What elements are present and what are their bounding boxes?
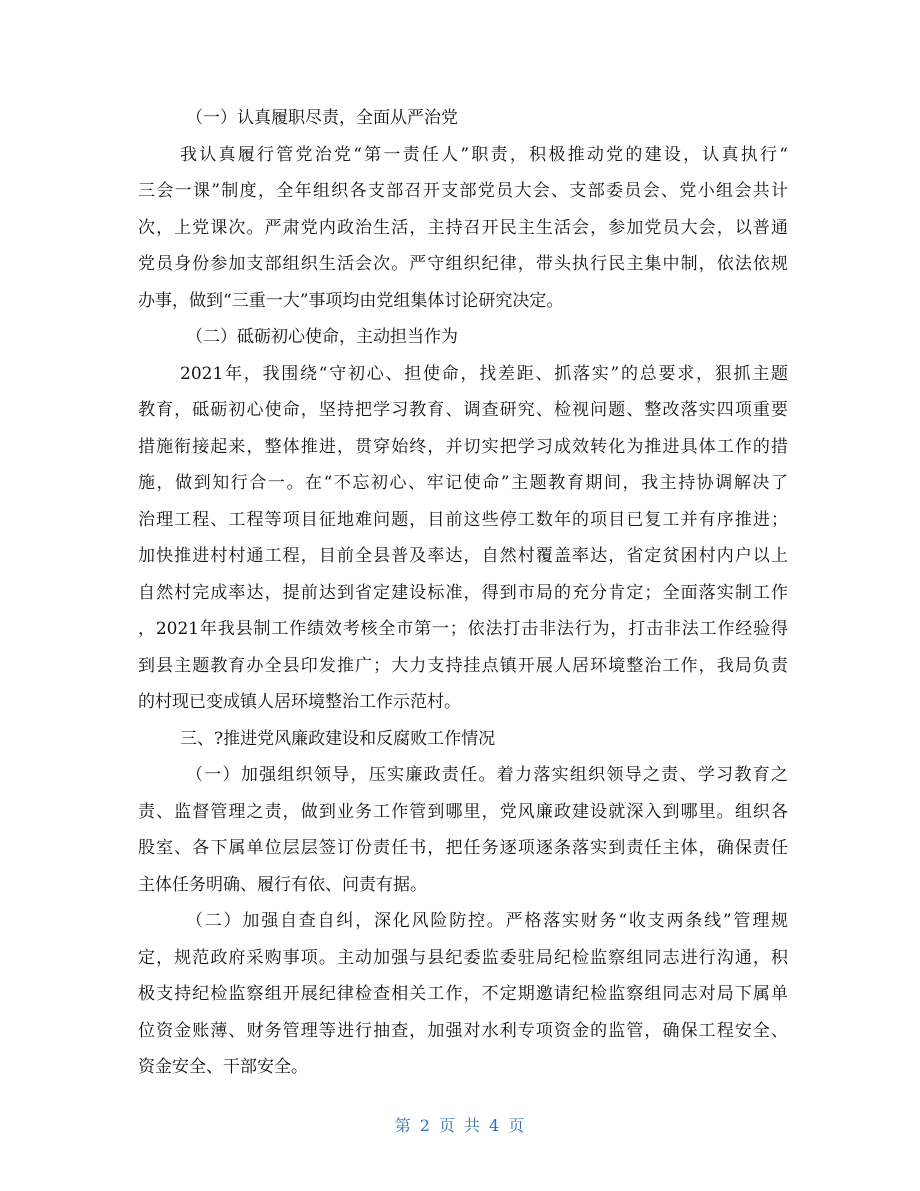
page-footer: [0, 1113, 920, 1136]
paragraph-line: 教育，砥砺初心使命，坚持把学习教育、调查研究、检视问题、整改落实四项重要: [138, 400, 788, 420]
paragraph-line: 责、监督管理之责，做到业务工作管到哪里，党风廉政建设就深入到哪里。组织各: [138, 801, 788, 822]
paragraph-line: 我认真履行管党治党“第一责任人”职责，积极推动党的建设，认真执行“: [180, 144, 788, 165]
section-heading-line: 三、?推进党风廉政建设和反腐败工作情况: [180, 728, 496, 749]
paragraph-line: 三会一课”制度，全年组织各支部召开支部党员大会、支部委员会、党小组会共计: [138, 181, 788, 201]
section-heading-line: （一）加强组织领导，压实廉政责任。着力落实组织领导之责、学习教育之: [186, 765, 788, 785]
document-body: [138, 100, 788, 1086]
paragraph-line: 措施衔接起来，整体推进，贯穿始终，并切实把学习成效转化为推进具体工作的措: [138, 436, 788, 457]
paragraph-line: 办事，做到“三重一大”事项均由党组集体讨论研究决定。: [138, 290, 564, 311]
footer-word-ye-2: 页: [508, 1116, 526, 1135]
footer-current-page: 2: [419, 1116, 431, 1135]
paragraph-line: 加快推进村村通工程，目前全县普及率达，自然村覆盖率达，省定贫困村内户以上: [138, 546, 788, 566]
paragraph-line: 的村现已变成镇人居环境整治工作示范村。: [138, 692, 461, 712]
paragraph-line: ，2021年我县制工作绩效考核全市第一；依法打击非法行为，打击非法工作经验得: [138, 619, 788, 639]
paragraph-line: 自然村完成率达，提前达到省定建设标准，得到市局的充分肯定；全面落实制工作: [138, 582, 788, 603]
paragraph-line: 定，规范政府采购事项。主动加强与县纪委监委驻局纪检监察组同志进行沟通，积: [138, 947, 788, 968]
paragraph-line: 次，上党课次。严肃党内政治生活，主持召开民主生活会，参加党员大会，以普通: [138, 217, 788, 238]
paragraph-line: 主体任务明确、履行有依、问责有据。: [138, 874, 427, 895]
paragraph-line: 党员身份参加支部组织生活会次。严守组织纪律，带头执行民主集中制，依法依规: [138, 254, 788, 274]
paragraph-line: 资金安全、干部安全。: [138, 1057, 308, 1077]
paragraph-line: 股室、各下属单位层层签订份责任书，把任务逐项逐条落实到责任主体，确保责任: [138, 838, 788, 858]
paragraph-line: 施，做到知行合一。在“不忘初心、牢记使命”主题教育期间，我主持协调解决了: [138, 473, 788, 493]
footer-word-gong: 共: [464, 1116, 482, 1135]
paragraph-line: 到县主题教育办全县印发推广；大力支持挂点镇开展人居环境整治工作，我局负责: [138, 655, 788, 676]
paragraph-line: 2021年，我围绕“守初心、担使命，找差距、抓落实”的总要求，狠抓主题: [180, 363, 788, 384]
paragraph-line: 极支持纪检监察组开展纪律检查相关工作，不定期邀请纪检监察组同志对局下属单: [138, 984, 788, 1004]
section-heading-line: （二）砥砺初心使命，主动担当作为: [186, 327, 458, 347]
section-heading-line: （二）加强自查自纠，深化风险防控。严格落实财务“收支两条线”管理规: [186, 911, 788, 931]
footer-word-di: 第: [394, 1116, 412, 1135]
section-heading-line: （一）认真履职尽责，全面从严治党: [186, 108, 458, 128]
paragraph-line: 治理工程、工程等项目征地难问题，目前这些停工数年的项目已复工并有序推进；: [138, 509, 788, 530]
footer-word-ye: 页: [438, 1116, 456, 1135]
paragraph-line: 位资金账薄、财务管理等进行抽查，加强对水利专项资金的监管，确保工程安全、: [138, 1020, 788, 1041]
footer-total-pages: 4: [489, 1116, 501, 1135]
